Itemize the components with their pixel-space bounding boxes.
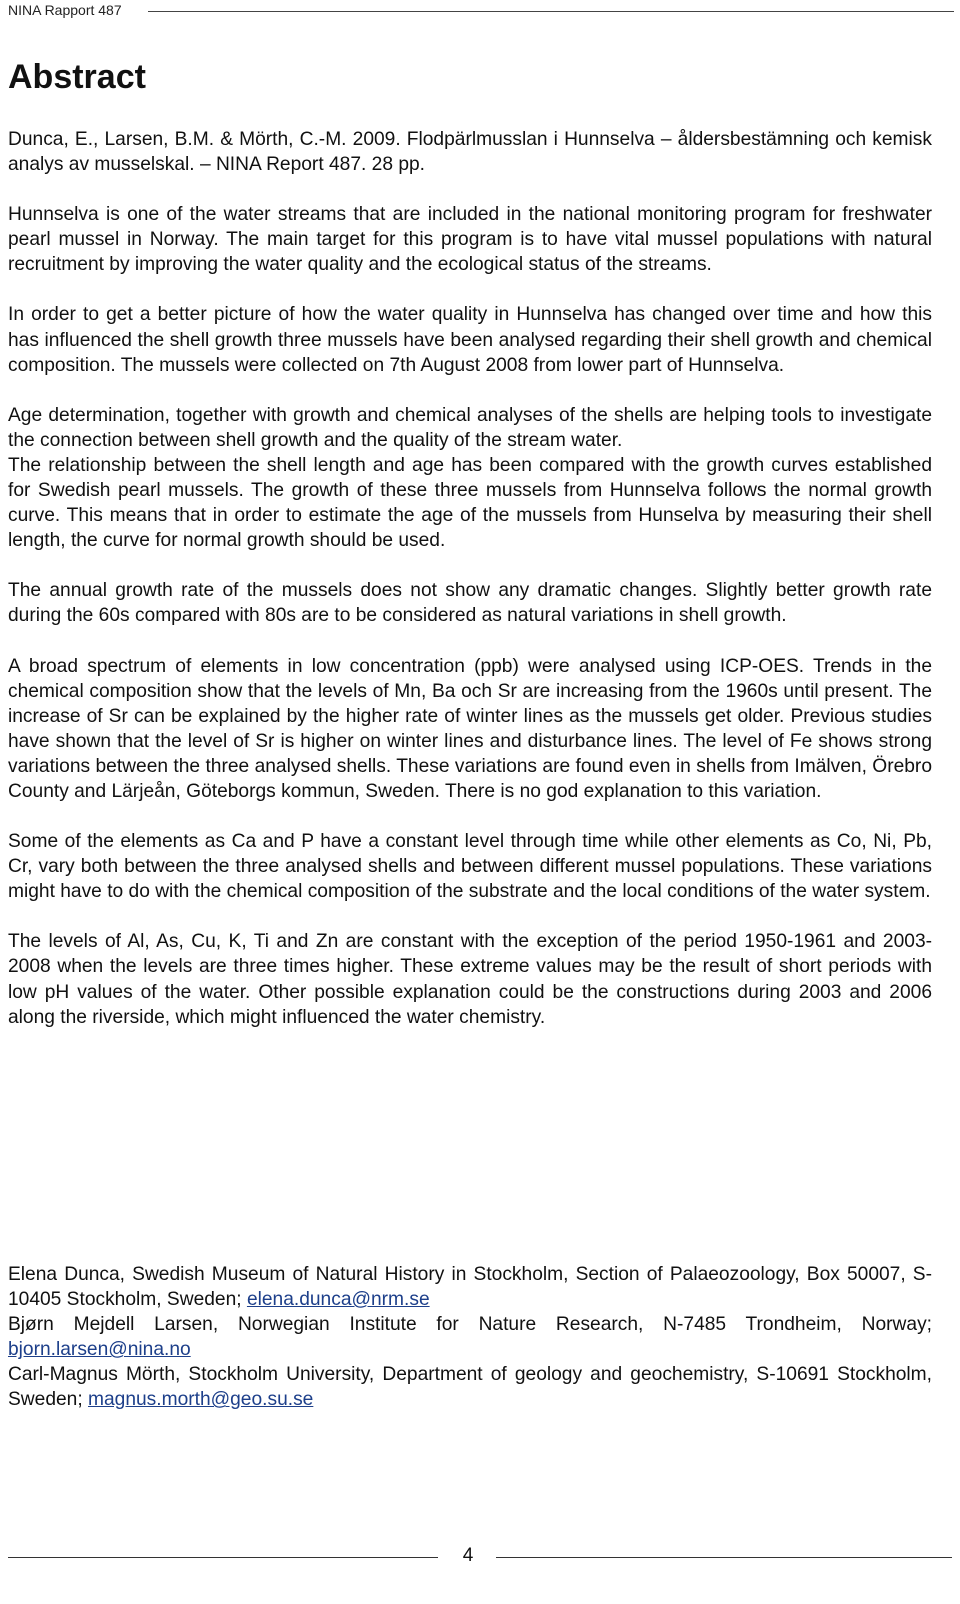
email-link[interactable]: magnus.morth@geo.su.se (88, 1389, 314, 1411)
abstract-paragraph-5: The annual growth rate of the mussels does not show any dramatic changes. Slightly better growth rate during the 60s compared with 80s are to be considered as natural variations in shell growth. (8, 580, 932, 627)
author-affiliation (8, 1262, 932, 1312)
abstract-paragraph-3: Age determination, together with growth and chemical analyses of the shells are helping tools to investigate the connection between shell growth and the quality of the stream water. (8, 404, 932, 451)
abstract-paragraph-6: A broad spectrum of elements in low concentration (ppb) were analysed using ICP-OES. Trends in the chemical composition show that the levels of Mn, Ba och Sr are increasing from the 1960s until present. The increase of Sr can be explained by the higher rate of winter lines as the mussels get older. Previous studies have shown that the level of Sr is higher on winter lines and disturbance lines. The level of Fe shows strong variations between the three analysed shells. These variations are found even in shells from Imälven, Örebro County and Lärjeån, Göteborgs kommun, Sweden. There is no god explanation to this variation. (8, 655, 932, 802)
citation: Dunca, E., Larsen, B.M. & Mörth, C.-M. 2009. Flodpärlmusslan i Hunnselva – åldersbestämning och kemisk analys av musselskal. – NINA Report 487. 28 pp. (8, 129, 932, 176)
footer-rule (8, 1557, 438, 1558)
author-affiliations (8, 1262, 932, 1413)
page-number: 4 (462, 1545, 474, 1566)
affiliation-text: Bjørn Mejdell Larsen, Norwegian Institute for Nature Research, N-7485 Trondheim, Norway; (8, 1314, 932, 1336)
page-footer (8, 1545, 952, 1575)
abstract-paragraph-1: Hunnselva is one of the water streams that are included in the national monitoring program for freshwater pearl mussel in Norway. The main target for this program is to have vital mussel populations with natural recruitment by improving the water quality and the ecological status of the streams. (8, 204, 932, 276)
affiliation-text: Elena Dunca, Swedish Museum of Natural History in Stockholm, Section of Palaeozoology, Box 50007, S-10405 Stockholm, Sweden; (8, 1264, 932, 1311)
running-header (8, 2, 954, 20)
abstract-paragraph-8: The levels of Al, As, Cu, K, Ti and Zn are constant with the exception of the period 1950-1961 and 2003-2008 when the levels are three times higher. These extreme values may be the result of short periods with low pH values of the water. Other possible explanation could be the constructions during 2003 and 2006 along the riverside, which might influenced the water chemistry. (8, 931, 932, 1028)
page-title: Abstract (8, 58, 146, 96)
abstract-paragraph-4: The relationship between the shell length and age has been compared with the growth curves established for Swedish pearl mussels. The growth of these three mussels from Hunnselva follows the normal growth curve. This means that in order to estimate the age of the mussels from Hunselva by measuring their shell length, the curve for normal growth should be used. (8, 454, 932, 552)
email-link[interactable]: elena.dunca@nrm.se (246, 1289, 430, 1311)
report-label: NINA Rapport 487 (8, 2, 122, 18)
affiliation-text: Carl-Magnus Mörth, Stockholm University, Department of geology and geochemistry, S-10691 Stockholm, Sweden; (8, 1364, 932, 1411)
author-affiliation (8, 1362, 932, 1412)
abstract-body (8, 127, 932, 1055)
abstract-paragraph-2: In order to get a better picture of how the water quality in Hunnselva has changed over time and how this has influenced the shell growth three mussels have been analysed regarding their shell growth and chemical composition. The mussels were collected on 7th August 2008 from lower part of Hunnselva. (8, 304, 932, 376)
footer-rule (496, 1557, 952, 1558)
author-affiliation (8, 1312, 932, 1362)
abstract-paragraph-7: Some of the elements as Ca and P have a constant level through time while other elements as Co, Ni, Pb, Cr, vary both between the three analysed shells and between different mussel populations. These variations might have to do with the chemical composition of the substrate and the local conditions of the water system. (8, 831, 932, 903)
header-rule (148, 11, 954, 12)
email-link[interactable]: bjorn.larsen@nina.no (8, 1339, 191, 1361)
